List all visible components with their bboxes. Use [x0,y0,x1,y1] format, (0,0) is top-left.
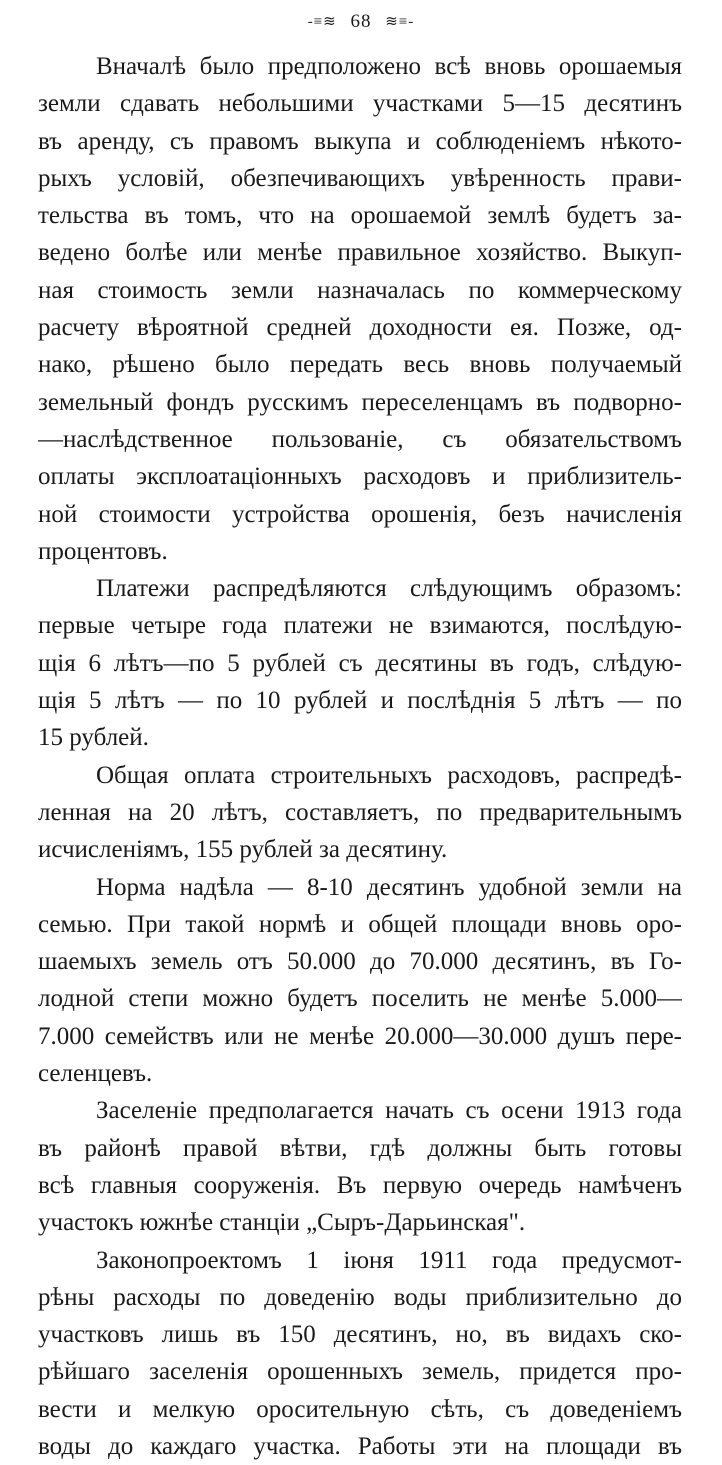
text-line: воды до каждаго участка. Работы эти на площади въ [38,1428,682,1465]
text-line: участковъ лишь въ 150 десятинъ, но, въ видахъ ско- [38,1316,682,1353]
body-text [38,48,682,1465]
text-line: оплаты эксплоатаціонныхъ расходовъ и приблизитель- [38,458,682,495]
text-line: селенцевъ. [38,1055,682,1092]
ornament-right-icon: ≋≡- [385,9,414,35]
text-line: Вначалѣ было предположено всѣ вновь орошаемыя [38,48,682,85]
text-line: рыхъ условій, обезпечивающихъ увѣренность прави- [38,160,682,197]
text-line: земельный фондъ русскимъ переселенцамъ въ подворно- [38,384,682,421]
text-line: ленная на 20 лѣтъ, составляетъ, по предварительнымъ [38,794,682,831]
text-line: земли сдавать небольшими участками 5—15 десятинъ [38,85,682,122]
text-line: рѣны расходы по доведенію воды приблизительно до [38,1279,682,1316]
text-line: лодной степи можно будетъ поселить не менѣе 5.000— [38,980,682,1017]
text-line: ной стоимости устройства орошенія, безъ начисленія [38,496,682,533]
paragraph [38,1242,682,1465]
text-line: семью. При такой нормѣ и общей площади вновь оро- [38,906,682,943]
text-line: Норма надѣла — 8-10 десятинъ удобной земли на [38,869,682,906]
text-line: щія 5 лѣтъ — по 10 рублей и послѣднія 5 лѣтъ — по [38,682,682,719]
text-line: участокъ южнѣе станціи „Сыръ-Дарьинская". [38,1204,682,1241]
paragraph [38,1092,682,1241]
text-line: тельства въ томъ, что на орошаемой землѣ будетъ за- [38,197,682,234]
text-line: исчисленіямъ, 155 рублей за десятину. [38,831,682,868]
text-line: Законопроектомъ 1 іюня 1911 года предусмот- [38,1242,682,1279]
page-header [0,8,722,35]
ornament-left-icon: -≡≋ [308,9,337,35]
text-line: 15 рублей. [38,719,682,756]
text-line: въ аренду, съ правомъ выкупа и соблюденіемъ нѣкото- [38,123,682,160]
paragraph [38,48,682,570]
text-line: нако, рѣшено было передать весь вновь получаемый [38,346,682,383]
text-line: Платежи распредѣляются слѣдующимъ образомъ: [38,570,682,607]
text-line: шаемыхъ земель отъ 50.000 до 70.000 десятинъ, въ Го- [38,943,682,980]
text-line: процентовъ. [38,533,682,570]
text-line: ная стоимость земли назначалась по коммерческому [38,272,682,309]
text-line: вести и мелкую оросительную сѣть, съ доведеніемъ [38,1391,682,1428]
text-line: —наслѣдственное пользованіе, съ обязательствомъ [38,421,682,458]
text-line: Общая оплата строительныхъ расходовъ, распредѣ- [38,757,682,794]
text-line: 7.000 семействъ или не менѣе 20.000—30.000 душъ пере- [38,1018,682,1055]
text-line: расчету вѣроятной средней доходности ея. Позже, од- [38,309,682,346]
text-line: ведено болѣе или менѣе правильное хозяйство. Выкуп- [38,234,682,271]
text-line: въ районѣ правой вѣтви, гдѣ должны быть готовы [38,1130,682,1167]
text-line: щія 6 лѣтъ—по 5 рублей съ десятины въ годъ, слѣдую- [38,645,682,682]
text-line: Заселеніе предполагается начать съ осени 1913 года [38,1092,682,1129]
text-line: первые четыре года платежи не взимаются, послѣдую- [38,607,682,644]
text-line: всѣ главныя сооруженія. Въ первую очередь намѣченъ [38,1167,682,1204]
paragraph [38,570,682,756]
text-line: рѣйшаго заселенія орошенныхъ земель, придется про- [38,1353,682,1390]
paragraph [38,869,682,1093]
paragraph [38,757,682,869]
page-number: 68 [351,9,372,35]
